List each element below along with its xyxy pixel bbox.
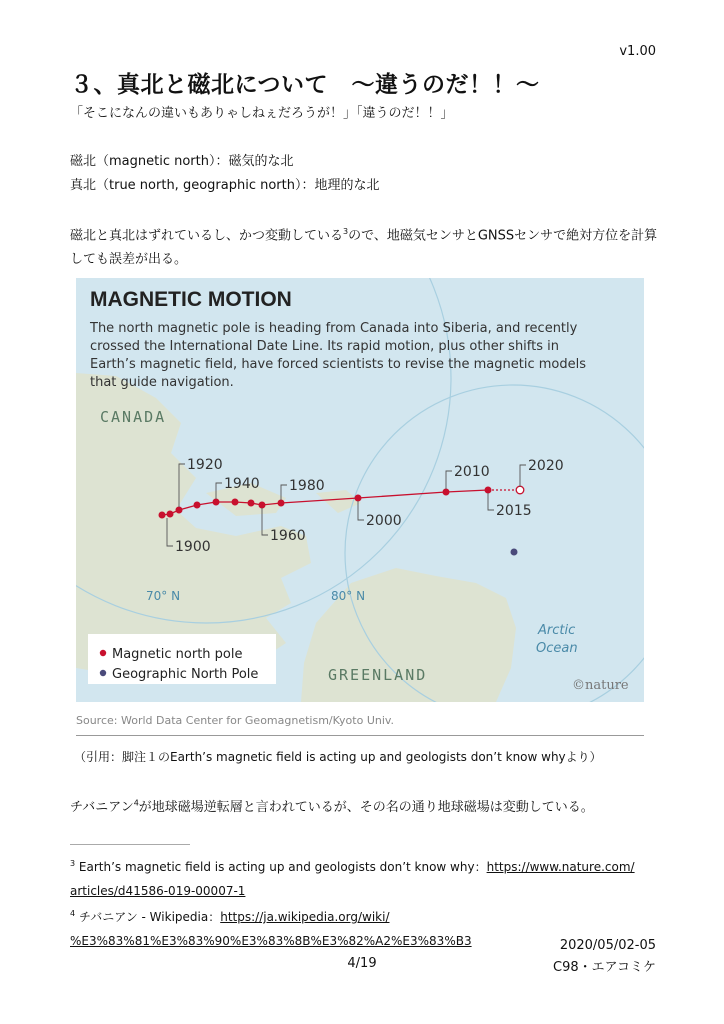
legend-magnetic-marker: [100, 650, 106, 656]
ocean-label: Arctic: [538, 623, 576, 638]
figure-description-line: that guide navigation.: [90, 375, 234, 390]
quote-line: 「そこになんの違いもありゃしねぇだろうが！」「違うのだ！！」: [70, 106, 454, 121]
figure-divider: [76, 735, 644, 736]
latitude-label-80: 80° N: [331, 589, 366, 603]
year-label-1940: 1940: [224, 476, 260, 492]
version-label: v1.00: [619, 44, 656, 59]
pole-point: [176, 507, 183, 514]
footnote-link[interactable]: %E3%83%81%E3%83%90%E3%83%8B%E3%82%A2%E3%83%B3: [70, 934, 472, 948]
definition-magnetic-north: 磁北（magnetic north）：磁気的な北: [70, 154, 294, 169]
paragraph-text: 磁北と真北はずれているし、かつ変動している: [70, 228, 344, 244]
pole-point: [248, 500, 255, 507]
footnote-divider: [70, 844, 190, 845]
figure-description-line: Earth’s magnetic field, have forced scientists to revise the magnetic models: [90, 357, 586, 372]
footnote-link[interactable]: articles/d41586-019-00007-1: [70, 884, 246, 898]
paragraph-text: が地球磁場逆転層と言われているが、その名の通り地球磁場は変動している。: [138, 800, 594, 815]
figure-description-line: The north magnetic pole is heading from Canada into Siberia, and recently: [90, 321, 578, 336]
footnote-3: [70, 852, 650, 903]
figure-description-line: crossed the International Date Line. Its rapid motion, plus other shifts in: [90, 339, 559, 354]
footnote-ref-3[interactable]: 3: [343, 227, 349, 236]
year-label-2000: 2000: [366, 513, 402, 529]
footnote-link[interactable]: https://www.nature.com/: [486, 860, 635, 874]
footnote-ref-4[interactable]: 4: [133, 798, 139, 808]
definition-true-north: 真北（true north, geographic north）：地理的な北: [70, 178, 380, 193]
year-label-2010: 2010: [454, 464, 490, 480]
pole-point: [443, 489, 450, 496]
geographic-north-pole: [511, 549, 518, 556]
latitude-label-70: 70° N: [146, 589, 181, 603]
year-label-1920: 1920: [187, 457, 223, 473]
pole-point: [167, 511, 174, 518]
footnote-text: チバニアン - Wikipedia：: [78, 910, 221, 924]
year-label-1900: 1900: [175, 539, 211, 555]
pole-point: [259, 502, 266, 509]
pole-point: [213, 499, 220, 506]
footnote-number: 3: [70, 859, 76, 868]
year-label-2015: 2015: [496, 503, 532, 519]
citation-note: （引用：脚注１のEarth’s magnetic field is acting up and geologists don’t know whyより）: [74, 750, 602, 764]
magnetic-motion-figure: [76, 278, 644, 702]
paragraph-chibanian: [70, 796, 594, 815]
pole-point: [355, 495, 362, 502]
region-label-canada: CANADA: [100, 408, 167, 426]
pole-point: [194, 502, 201, 509]
pole-point-predicted: [516, 486, 524, 494]
footer-date: 2020/05/02-05: [559, 938, 656, 953]
footnote-text: Earth’s magnetic field is acting up and geologists don’t know why：: [78, 860, 487, 874]
paragraph-text: チバニアン: [70, 800, 134, 815]
footer-event: C98・エアコミケ: [553, 960, 656, 975]
magnetic-motion-map: [76, 278, 644, 702]
figure-title: MAGNETIC MOTION: [90, 288, 292, 311]
page-number: 4/19: [347, 956, 377, 971]
year-label-2020: 2020: [528, 458, 564, 474]
section-title: ３、真北と磁北について 〜違うのだ！！〜: [70, 72, 540, 98]
footnote-link[interactable]: https://ja.wikipedia.org/wiki/: [220, 910, 390, 924]
region-label-greenland: GREENLAND: [328, 666, 428, 684]
ocean-label: Ocean: [536, 641, 578, 656]
paragraph-text: ので、地磁気センサとGNSSセンサで絶対方位を計算しても誤差が出る。: [70, 228, 658, 268]
pole-point: [159, 512, 166, 519]
legend-geographic-marker: [100, 670, 106, 676]
paragraph-offset: [70, 220, 660, 272]
pole-point: [485, 487, 492, 494]
nature-credit: ©nature: [572, 678, 629, 693]
year-label-1960: 1960: [270, 528, 306, 544]
figure-source: Source: World Data Center for Geomagnetism/Kyoto Univ.: [76, 714, 395, 727]
legend-magnetic-label: Magnetic north pole: [112, 647, 243, 662]
pole-point: [232, 499, 239, 506]
legend-geographic-label: Geographic North Pole: [112, 667, 259, 682]
footnote-number: 4: [70, 909, 76, 918]
pole-point: [278, 500, 285, 507]
year-label-1980: 1980: [289, 478, 325, 494]
